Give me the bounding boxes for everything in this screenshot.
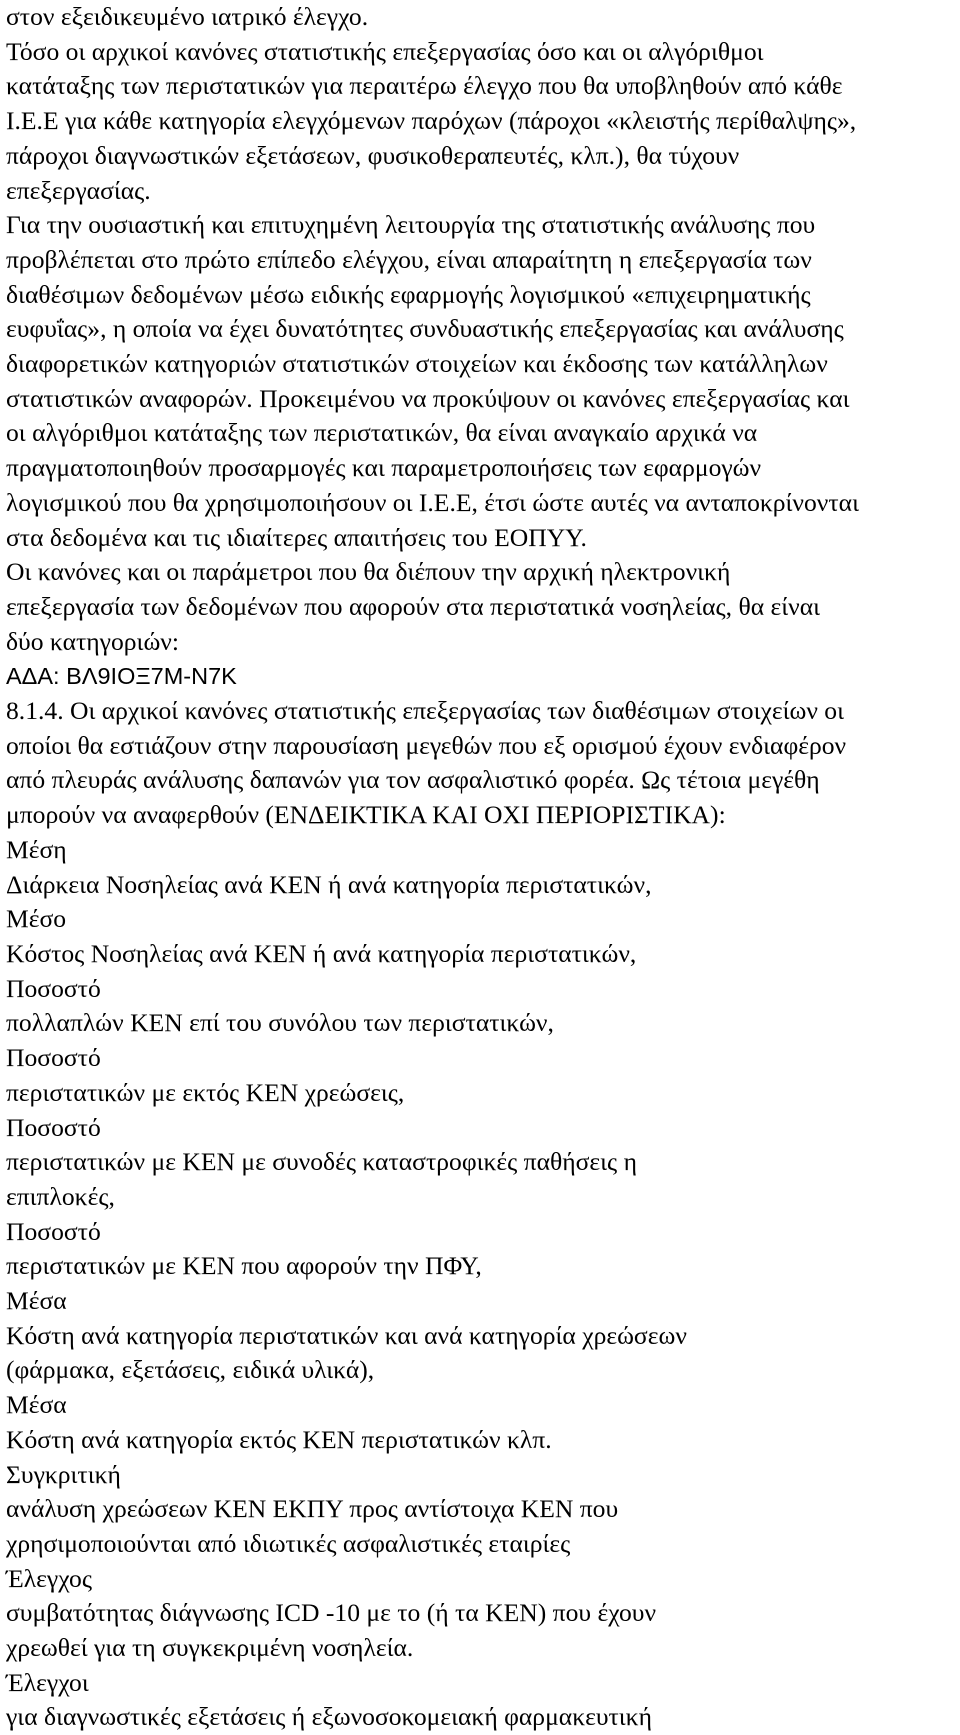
document-text-line: προβλέπεται στο πρώτο επίπεδο ελέγχου, είναι απαραίτητη η επεξεργασία των: [6, 244, 812, 274]
document-text-line: πολλαπλών ΚΕΝ επί του συνόλου των περιστατικών,: [6, 1008, 554, 1038]
document-text-line: ανάλυση χρεώσεων ΚΕΝ ΕΚΠΥ προς αντίστοιχα ΚΕΝ που: [6, 1494, 619, 1524]
document-text-line: Μέσα: [6, 1390, 67, 1420]
document-text-line: Διάρκεια Νοσηλείας ανά ΚΕΝ ή ανά κατηγορία περιστατικών,: [6, 869, 652, 899]
document-ada-code: ΑΔΑ: ΒΛ9ΙΟΞ7Μ-Ν7Κ: [6, 663, 237, 690]
document-text-line: πραγματοποιηθούν προσαρμογές και παραμετροποιήσεις των εφαρμογών: [6, 453, 762, 483]
document-text-line: επεξεργασία των δεδομένων που αφορούν στα περιστατικά νοσηλείας, θα είναι: [6, 591, 821, 621]
document-text-line: κατάταξης των περιστατικών για περαιτέρω έλεγχο που θα υποβληθούν από κάθε: [6, 71, 843, 101]
document-text-line: στατιστικών αναφορών. Προκειμένου να προκύψουν οι κανόνες επεξεργασίας και: [6, 383, 850, 413]
document-text-line: επεξεργασίας.: [6, 175, 151, 205]
document-text-line: στον εξειδικευμένο ιατρικό έλεγχο.: [6, 2, 369, 31]
document-text-line: λογισμικού που θα χρησιμοποιήσουν οι Ι.Ε.Ε, έτσι ώστε αυτές να ανταποκρίνονται: [6, 487, 859, 517]
document-text-line: Ποσοστό: [6, 1112, 101, 1142]
document-text-line: Ποσοστό: [6, 1216, 101, 1246]
document-text-line: συμβατότητας διάγνωσης ICD -10 με το (ή τα ΚΕΝ) που έχουν: [6, 1598, 657, 1628]
document-text-line: Ι.Ε.Ε για κάθε κατηγορία ελεγχόμενων παρόχων (πάροχοι «κλειστής περίθαλψης»,: [6, 106, 857, 136]
document-text-line: ευφυΐας», η οποία να έχει δυνατότητες συνδυαστικής επεξεργασίας και ανάλυσης: [6, 314, 844, 344]
document-text-line: Μέσο: [6, 904, 67, 934]
document-text-line: Συγκριτική: [6, 1459, 121, 1489]
document-text-line: επιπλοκές,: [6, 1181, 115, 1211]
document-text-line: Μέση: [6, 834, 67, 864]
document-text-line: από πλευράς ανάλυσης δαπανών για τον ασφαλιστικό φορέα. Ως τέτοια μεγέθη: [6, 765, 820, 795]
document-text-line: Για την ουσιαστική και επιτυχημένη λειτουργία της στατιστικής ανάλυσης που: [6, 210, 816, 240]
document-text-line: Ποσοστό: [6, 1043, 101, 1073]
document-page: [6, 0, 954, 1735]
document-text-line: Κόστη ανά κατηγορία περιστατικών και ανά κατηγορία χρεώσεων: [6, 1320, 687, 1350]
document-text-line: περιστατικών με ΚΕΝ που αφορούν την ΠΦΥ,: [6, 1251, 482, 1281]
document-text-line: διαθέσιμων δεδομένων μέσω ειδικής εφαρμογής λογισμικού «επιχειρηματικής: [6, 279, 811, 309]
document-text-line: Έλεγχοι: [6, 1667, 89, 1697]
document-text-line: για διαγνωστικές εξετάσεις ή εξωνοσοκομειακή φαρμακευτική: [6, 1702, 652, 1732]
document-text-line: Οι κανόνες και οι παράμετροι που θα διέπουν την αρχική ηλεκτρονική: [6, 557, 731, 587]
document-text-line: Κόστος Νοσηλείας ανά ΚΕΝ ή ανά κατηγορία περιστατικών,: [6, 938, 637, 968]
document-text-line: Τόσο οι αρχικοί κανόνες στατιστικής επεξεργασίας όσο και οι αλγόριθμοι: [6, 36, 764, 66]
document-text-line: οι αλγόριθμοι κατάταξης των περιστατικών, θα είναι αναγκαίο αρχικά να: [6, 418, 758, 448]
document-text-line: στα δεδομένα και τις ιδιαίτερες απαιτήσεις του ΕΟΠΥΥ.: [6, 522, 587, 552]
document-text-line: δύο κατηγοριών:: [6, 626, 179, 656]
document-text-line: Ποσοστό: [6, 973, 101, 1003]
document-text-line: Έλεγχος: [6, 1563, 92, 1593]
document-text-line: οποίοι θα εστιάζουν στην παρουσίαση μεγεθών που εξ ορισμού έχουν ενδιαφέρον: [6, 730, 847, 760]
document-text-line: διαφορετικών κατηγοριών στατιστικών στοιχείων και έκδοσης των κατάλληλων: [6, 349, 828, 379]
document-text-line: χρεωθεί για τη συγκεκριμένη νοσηλεία.: [6, 1633, 414, 1663]
document-text-line: περιστατικών με εκτός ΚΕΝ χρεώσεις,: [6, 1077, 405, 1107]
document-text-line: 8.1.4. Οι αρχικοί κανόνες στατιστικής επεξεργασίας των διαθέσιμων στοιχείων οι: [6, 696, 844, 726]
document-text-line: Μέσα: [6, 1286, 67, 1316]
document-text-line: (φάρμακα, εξετάσεις, ειδικά υλικά),: [6, 1355, 375, 1385]
document-text-line: μπορούν να αναφερθούν (ΕΝΔΕΙΚΤΙΚΑ ΚΑΙ ΟΧΙ ΠΕΡΙΟΡΙΣΤΙΚΑ):: [6, 800, 726, 830]
document-text-line: Κόστη ανά κατηγορία εκτός ΚΕΝ περιστατικών κλπ.: [6, 1424, 552, 1454]
document-text-line: χρησιμοποιούνται από ιδιωτικές ασφαλιστικές εταιρίες: [6, 1528, 571, 1558]
document-text-line: περιστατικών με ΚΕΝ με συνοδές καταστροφικές παθήσεις η: [6, 1147, 637, 1177]
document-text-line: πάροχοι διαγνωστικών εξετάσεων, φυσικοθεραπευτές, κλπ.), θα τύχουν: [6, 140, 740, 170]
